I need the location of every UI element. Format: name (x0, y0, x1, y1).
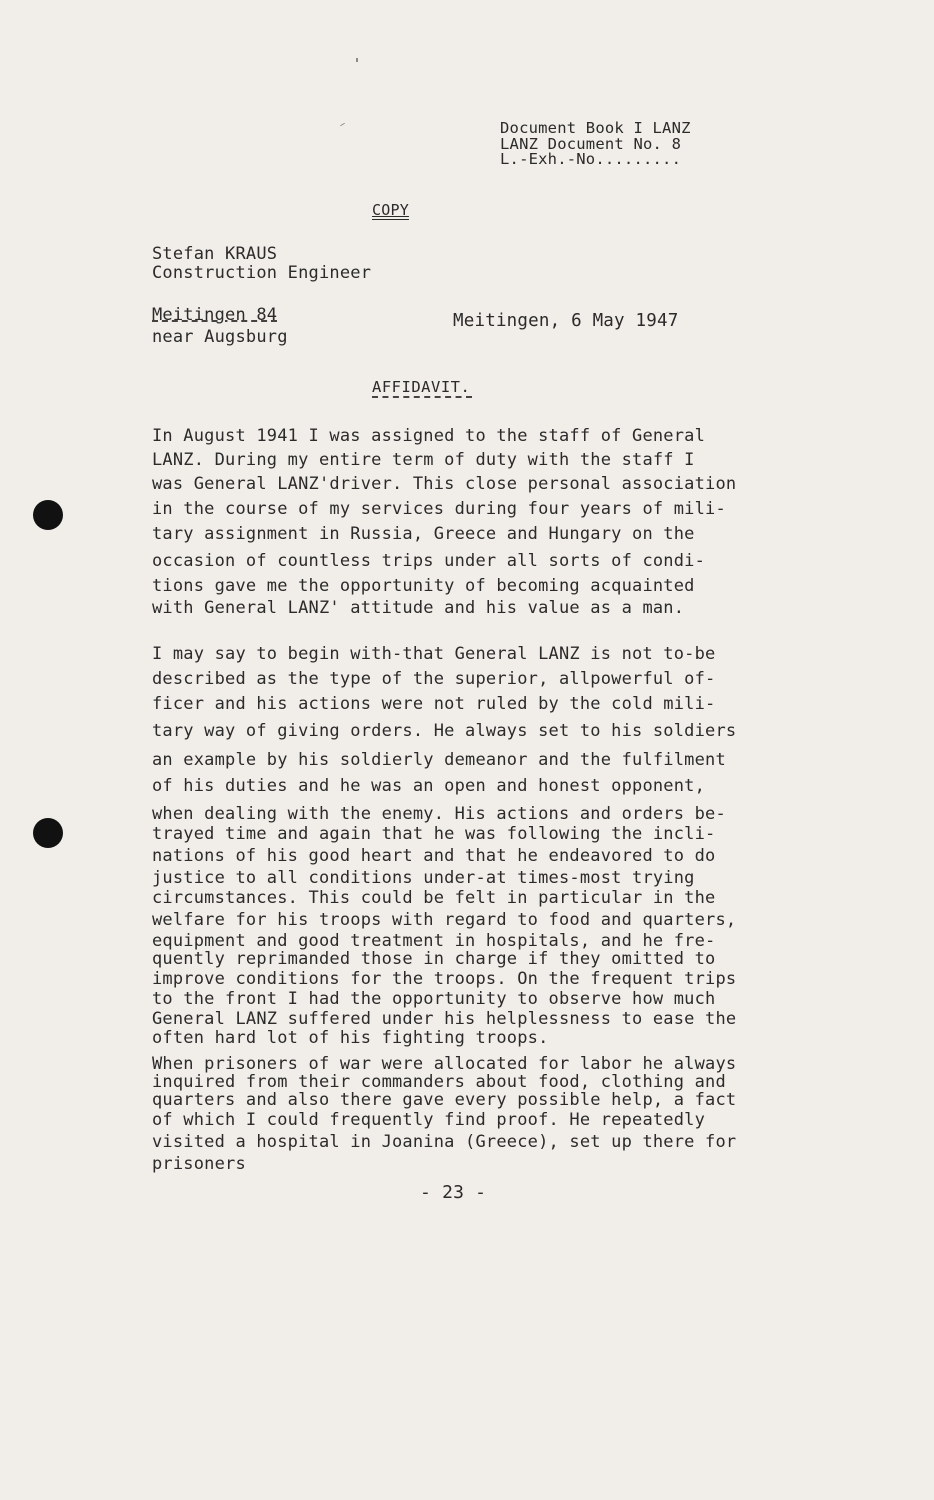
paragraph2-line: of his duties and he was an open and honest opponent, (152, 776, 706, 796)
sender-title: Construction Engineer (152, 263, 372, 283)
page-number: - 23 - (420, 1182, 487, 1203)
paragraph2-line: I may say to begin with-that General LANZ is not to-be (152, 644, 716, 664)
sender-address-line1: Meitingen 84 (152, 305, 278, 325)
paragraph1-line: tions gave me the opportunity of becoming acquainted (152, 576, 695, 596)
document-number-ref: LANZ Document No. 8 (500, 135, 682, 153)
paragraph3-line: visited a hospital in Joanina (Greece), set up there for (152, 1132, 737, 1152)
punch-hole-top (33, 500, 63, 530)
paragraph2-line: an example by his soldierly demeanor and the fulfilment (152, 750, 726, 770)
paragraph3-line: When prisoners of war were allocated for labor he always (152, 1054, 737, 1074)
paragraph2-line: improve conditions for the troops. On the frequent trips (152, 969, 737, 989)
paragraph3-line: inquired from their commanders about food, clothing and (152, 1072, 726, 1092)
copy-label: COPY (372, 201, 409, 219)
paragraph1-line: occasion of countless trips under all sorts of condi- (152, 551, 706, 571)
sender-name: Stefan KRAUS (152, 244, 278, 264)
sender-address-line2: near Augsburg (152, 327, 288, 347)
paragraph1-line: with General LANZ' attitude and his value as a man. (152, 598, 685, 618)
paragraph2-line: ficer and his actions were not ruled by the cold mili- (152, 694, 716, 714)
place-date: Meitingen, 6 May 1947 (453, 311, 679, 331)
scan-speck (340, 123, 345, 126)
paragraph2-line: General LANZ suffered under his helplessness to ease the (152, 1009, 737, 1029)
document-title: AFFIDAVIT. (372, 378, 471, 396)
paragraph2-line: equipment and good treatment in hospitals, and he fre- (152, 931, 716, 951)
paragraph2-line: tary way of giving orders. He always set to his soldiers (152, 721, 737, 741)
paragraph2-line: described as the type of the superior, allpowerful of- (152, 669, 716, 689)
paragraph1-line: in the course of my services during four years of mili- (152, 499, 726, 519)
paragraph2-line: when dealing with the enemy. His actions and orders be- (152, 804, 726, 824)
scan-speck (356, 58, 358, 62)
paragraph1-line: tary assignment in Russia, Greece and Hungary on the (152, 524, 695, 544)
paragraph2-line: often hard lot of his fighting troops. (152, 1028, 549, 1048)
paragraph2-line: quently reprimanded those in charge if they omitted to (152, 949, 716, 969)
paragraph3-line: of which I could frequently find proof. He repeatedly (152, 1110, 706, 1130)
paragraph2-line: welfare for his troops with regard to food and quarters, (152, 910, 737, 930)
paragraph2-line: justice to all conditions under-at times-most trying (152, 868, 695, 888)
document-book-ref: Document Book I LANZ (500, 119, 691, 137)
punch-hole-bottom (33, 818, 63, 848)
paragraph3-line: prisoners (152, 1154, 246, 1174)
paragraph2-line: circumstances. This could be felt in particular in the (152, 888, 716, 908)
paragraph1-line: was General LANZ'driver. This close personal association (152, 474, 737, 494)
paragraph2-line: trayed time and again that he was following the incli- (152, 824, 716, 844)
title-underline (372, 396, 472, 398)
paragraph1-line: In August 1941 I was assigned to the staff of General (152, 426, 706, 446)
paragraph2-line: to the front I had the opportunity to observe how much (152, 989, 716, 1009)
paragraph1-line: LANZ. During my entire term of duty with the staff I (152, 450, 695, 470)
paragraph2-line: nations of his good heart and that he endeavored to do (152, 846, 716, 866)
paragraph3-line: quarters and also there gave every possible help, a fact (152, 1090, 737, 1110)
exhibit-number-ref: L.-Exh.-No......... (500, 150, 682, 168)
